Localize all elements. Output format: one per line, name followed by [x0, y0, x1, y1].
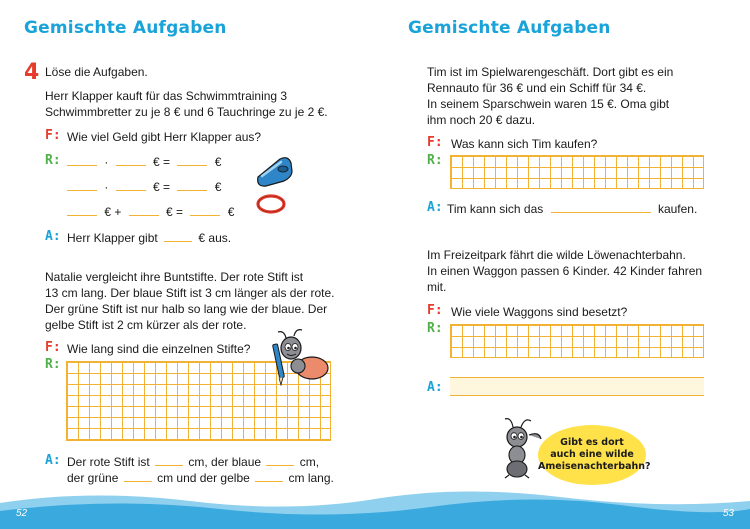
answer-sentence — [67, 470, 334, 486]
kickboard-icon — [252, 155, 294, 187]
blank-field[interactable] — [116, 154, 146, 166]
bottom-wave-decoration — [0, 485, 750, 529]
calc-unit: € — [214, 155, 222, 169]
answer-text: cm, — [299, 455, 320, 469]
problem-text-line: Schwimmbretter zu je 8 € und 6 Tauchringe zu je 2 €. — [45, 105, 328, 119]
problem-text-line: In seinem Sparschwein waren 15 €. Oma gibt — [427, 97, 670, 111]
bubble-line: Ameisenachterbahn? — [538, 461, 651, 472]
answer-text: Der rote Stift ist — [67, 455, 150, 469]
calculation-grid[interactable] — [450, 155, 704, 189]
problem-text-line: Rennauto für 36 € und ein Schiff für 34 €. — [427, 81, 647, 95]
label-question: F: — [427, 135, 443, 150]
problem-text-line: mit. — [427, 280, 447, 294]
calc-operator: · — [104, 155, 109, 169]
left-page-title: Gemischte Aufgaben — [24, 18, 227, 38]
problem-text-line: Tim ist im Spielwarengeschäft. Dort gibt es ein — [427, 65, 674, 79]
blank-field[interactable] — [164, 230, 192, 242]
blank-field[interactable] — [551, 201, 651, 213]
calc-operator: € + — [104, 205, 122, 219]
blank-field[interactable] — [266, 454, 294, 466]
blank-field[interactable] — [255, 470, 283, 482]
answer-text: Herr Klapper gibt — [67, 231, 158, 245]
blank-field[interactable] — [177, 154, 207, 166]
bubble-line: Gibt es dort — [560, 437, 624, 448]
calc-row — [67, 154, 221, 170]
label-calculation: R: — [427, 321, 443, 336]
label-answer: A: — [45, 453, 61, 468]
blank-field[interactable] — [67, 204, 97, 216]
blank-field[interactable] — [116, 179, 146, 191]
ant-mascot-icon — [272, 328, 334, 386]
problem-text-line: ihm noch 20 € dazu. — [427, 113, 536, 127]
problem-text-line: 13 cm lang. Der blaue Stift ist 3 cm länger als der rote. — [45, 286, 335, 300]
question-text: Wie lang sind die einzelnen Stifte? — [67, 342, 251, 356]
problem-text-line: Natalie vergleicht ihre Buntstifte. Der rote Stift ist — [45, 270, 304, 284]
calc-row — [67, 204, 234, 220]
answer-text: der grüne — [67, 471, 119, 485]
answer-sentence — [67, 230, 231, 246]
blank-field[interactable] — [67, 179, 97, 191]
blank-field[interactable] — [155, 454, 183, 466]
problem-text-line: Herr Klapper kauft für das Schwimmtraining 3 — [45, 89, 288, 103]
answer-text: cm, der blaue — [188, 455, 262, 469]
bubble-line: auch eine wilde — [550, 449, 634, 460]
label-answer: A: — [427, 380, 443, 395]
page-number-right: 53 — [722, 508, 734, 519]
task-instruction: Löse die Aufgaben. — [45, 65, 148, 79]
answer-text: cm lang. — [288, 471, 334, 485]
label-calculation: R: — [427, 153, 443, 168]
label-calculation: R: — [45, 153, 61, 168]
calc-operator: € = — [153, 155, 171, 169]
dive-ring-icon — [256, 194, 286, 214]
calc-unit: € — [214, 180, 222, 194]
blank-field[interactable] — [67, 154, 97, 166]
answer-sentence — [67, 454, 319, 470]
problem-text-line: In einen Waggon passen 6 Kinder. 42 Kinder fahren — [427, 264, 703, 278]
problem-text-line: Im Freizeitpark fährt die wilde Löwenachterbahn. — [427, 248, 686, 262]
answer-text: cm und der gelbe — [157, 471, 250, 485]
answer-line[interactable] — [450, 377, 704, 396]
answer-text: kaufen. — [657, 202, 698, 216]
answer-sentence — [447, 201, 697, 217]
blank-field[interactable] — [124, 470, 152, 482]
label-question: F: — [45, 340, 61, 355]
speech-bubble — [538, 425, 651, 485]
problem-text-line: Der grüne Stift ist nur halb so lang wie der blaue. Der — [45, 302, 328, 316]
problem-text-line: gelbe Stift ist 2 cm kürzer als der rote. — [45, 318, 247, 332]
calculation-grid[interactable] — [450, 324, 704, 358]
task-number: 4 — [24, 60, 40, 85]
blank-field[interactable] — [190, 204, 220, 216]
label-answer: A: — [427, 200, 443, 215]
question-text: Was kann sich Tim kaufen? — [451, 137, 598, 151]
right-page-title: Gemischte Aufgaben — [408, 18, 611, 38]
blank-field[interactable] — [177, 179, 207, 191]
calc-operator: € = — [166, 205, 184, 219]
label-question: F: — [427, 303, 443, 318]
label-answer: A: — [45, 229, 61, 244]
question-text: Wie viele Waggons sind besetzt? — [451, 305, 628, 319]
calc-operator: · — [104, 180, 109, 194]
calc-row — [67, 179, 221, 195]
label-question: F: — [45, 128, 61, 143]
blank-field[interactable] — [129, 204, 159, 216]
answer-text: Tim kann sich das — [447, 202, 544, 216]
page-number-left: 52 — [16, 508, 28, 519]
calc-operator: € = — [153, 180, 171, 194]
answer-text: € aus. — [198, 231, 232, 245]
calc-unit: € — [227, 205, 235, 219]
label-calculation: R: — [45, 357, 61, 372]
question-text: Wie viel Geld gibt Herr Klapper aus? — [67, 130, 262, 144]
